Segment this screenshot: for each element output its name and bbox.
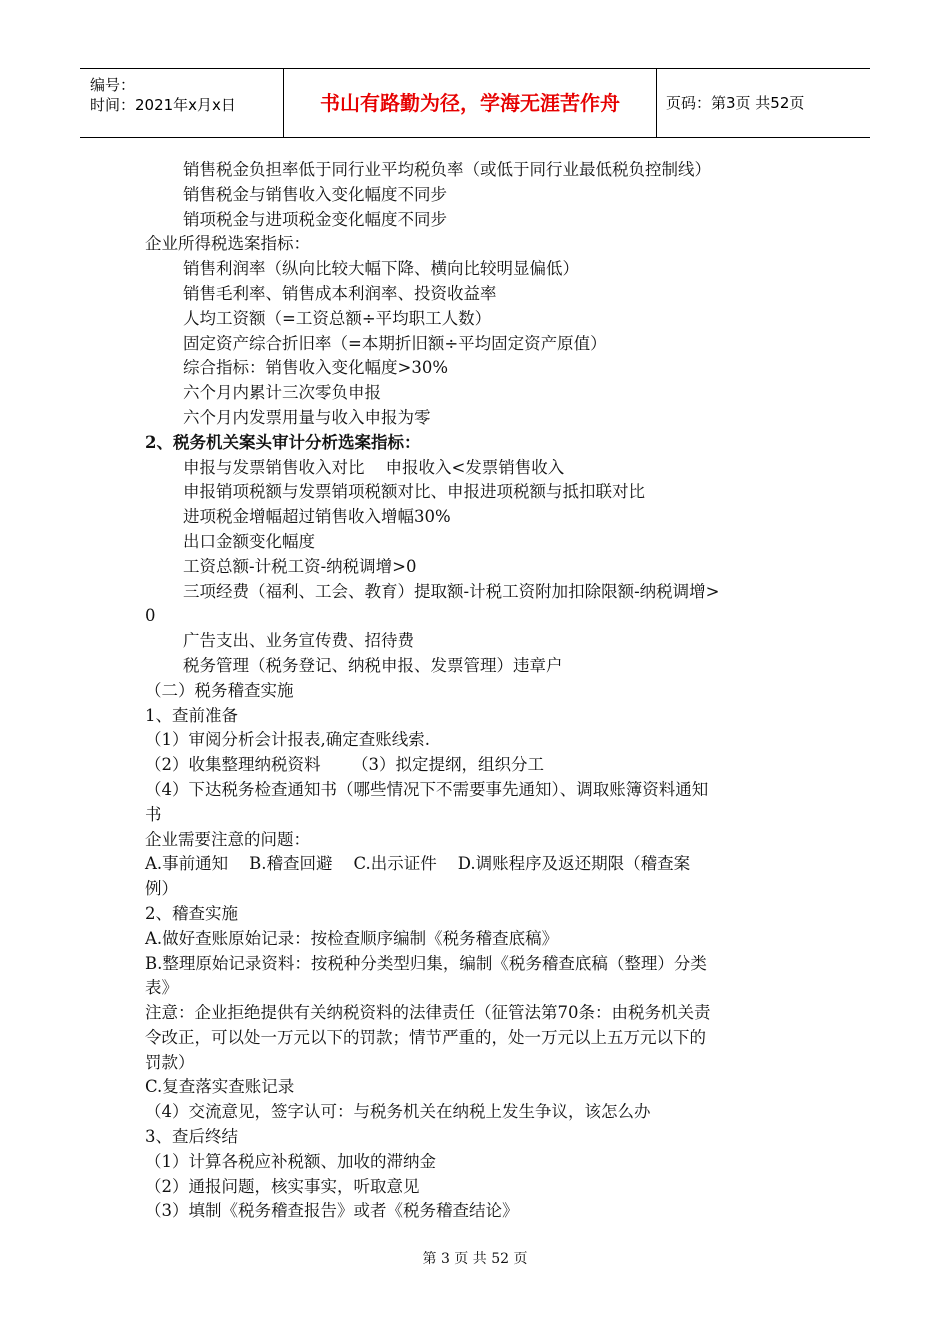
header-divider: [656, 69, 657, 137]
text-line: 2、稽查实施: [145, 903, 238, 923]
text-line: （3）填制《税务稽查报告》或者《税务稽查结论》: [145, 1201, 519, 1221]
header-motto: 书山有路勤为径，学海无涯苦作舟: [320, 91, 620, 115]
text-line: 申报销项税额与发票销项税额对比、申报进项税额与抵扣联对比: [183, 482, 645, 502]
text-line: A.做好查账原始记录：按检查顺序编制《税务稽查底稿》: [145, 928, 559, 948]
section-heading-bold: 2、税务机关案头审计分析选案指标：: [145, 432, 421, 452]
text-line: A.事前通知 B.稽查回避 C.出示证件 D.调账程序及返还期限（稽查案: [145, 854, 691, 874]
text-line: 综合指标：销售收入变化幅度>30%: [183, 358, 448, 378]
text-line: B.整理原始记录资料：按税种分类型归集，编制《税务稽查底稿（整理）分类: [145, 953, 707, 973]
text-line: 销售税金负担率低于同行业平均税负率（或低于同行业最低税负控制线）: [183, 160, 711, 179]
text-line: 进项税金增幅超过销售收入增幅30%: [183, 507, 451, 527]
text-line: 人均工资额（=工资总额÷平均职工人数）: [183, 308, 492, 328]
text-line: 出口金额变化幅度: [183, 531, 315, 551]
text-line: 书: [145, 804, 162, 824]
header-meta: [90, 75, 280, 115]
text-line: 例）: [145, 879, 178, 899]
text-line: 0: [145, 606, 156, 626]
document-time-label: 时间：2021年x月x日: [90, 96, 236, 114]
text-line: 令改正，可以处一万元以下的罚款；情节严重的，处一万元以上五万元以下的: [145, 1027, 706, 1047]
text-line: （2）通报问题，核实事实，听取意见: [145, 1176, 420, 1196]
text-line: （4）交流意见，签字认可：与税务机关在纳税上发生争议，该怎么办: [145, 1102, 651, 1122]
text-line: 工资总额-计税工资-纳税调增>0: [183, 556, 417, 576]
text-line: （1）审阅分析会计报表,确定查账线索.: [145, 730, 430, 750]
header-page-info: 页码：第3页 共52页: [666, 94, 805, 112]
text-line: 3、查后终结: [145, 1127, 238, 1147]
text-line: 企业需要注意的问题：: [145, 829, 310, 849]
text-line: 销售利润率（纵向比较大幅下降、横向比较明显偏低）: [183, 259, 579, 279]
text-line: 罚款）: [145, 1052, 195, 1072]
text-line: 1、查前准备: [145, 705, 238, 725]
text-line: 固定资产综合折旧率（=本期折旧额÷平均固定资产原值）: [183, 333, 607, 353]
text-line: 广告支出、业务宣传费、招待费: [183, 631, 414, 651]
text-line: （1）计算各税应补税额、加收的滞纳金: [145, 1151, 436, 1171]
section-heading: （二）税务稽查实施: [145, 680, 294, 700]
text-line: 销售税金与销售收入变化幅度不同步: [183, 184, 447, 204]
text-line: 六个月内累计三次零负申报: [183, 383, 381, 403]
text-line: （2）收集整理纳税资料 （3）拟定提纲，组织分工: [145, 755, 544, 775]
text-line: 税务管理（税务登记、纳税申报、发票管理）违章户: [183, 655, 563, 675]
section-heading: 企业所得税选案指标：: [145, 234, 310, 254]
page-header: [80, 68, 870, 138]
document-body: [145, 158, 815, 1224]
text-line: C.复查落实查账记录: [145, 1077, 295, 1097]
text-line: 销项税金与进项税金变化幅度不同步: [183, 209, 447, 229]
text-line: 申报与发票销售收入对比 申报收入<发票销售收入: [183, 457, 565, 477]
text-line: 六个月内发票用量与收入申报为零: [183, 407, 431, 427]
text-line: 表》: [145, 978, 178, 998]
text-line: 销售毛利率、销售成本利润率、投资收益率: [183, 283, 497, 303]
document-number-label: 编号：: [90, 76, 136, 94]
text-line: （4）下达税务检查通知书（哪些情况下不需要事先通知）、调取账簿资料通知: [145, 779, 709, 799]
page-footer: 第 3 页 共 52 页: [422, 1251, 528, 1267]
text-line: 注意：企业拒绝提供有关纳税资料的法律责任（征管法第70条：由税务机关责: [145, 1003, 711, 1023]
text-line: 三项经费（福利、工会、教育）提取额-计税工资附加扣除限额-纳税调增>: [183, 581, 720, 601]
